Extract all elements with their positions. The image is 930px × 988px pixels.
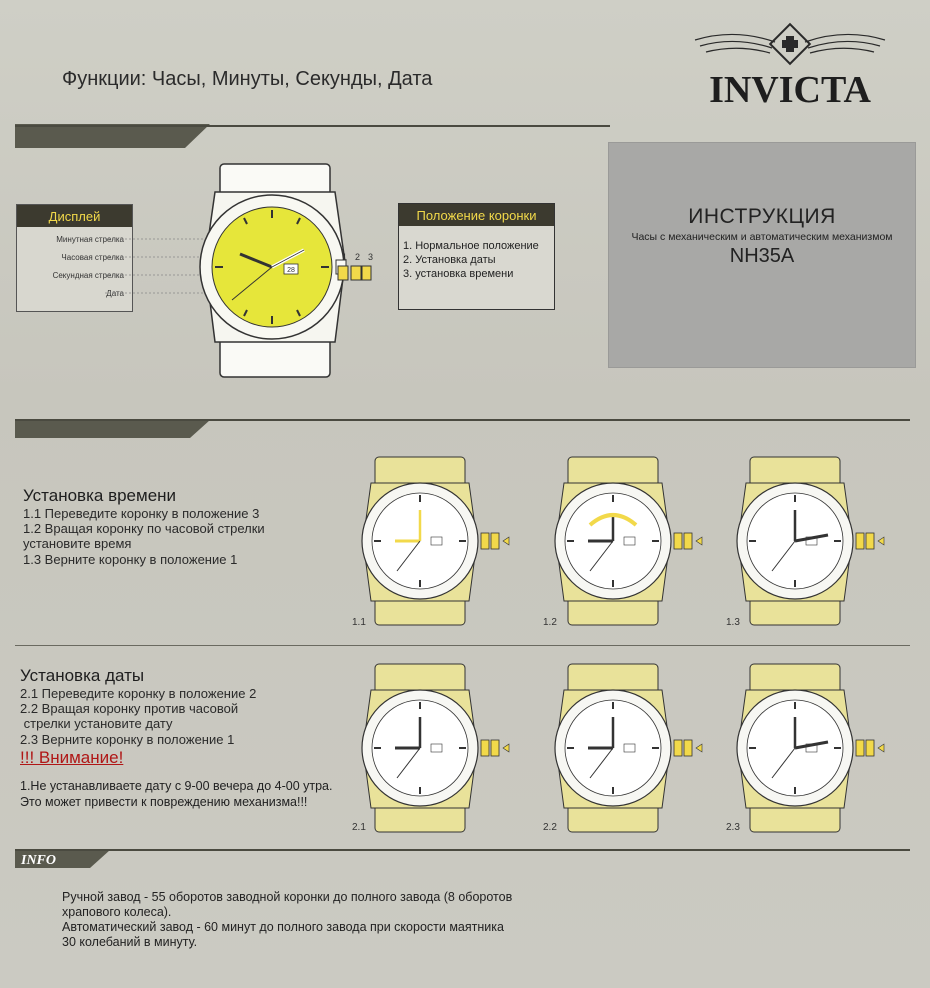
step-watch-diagram: [720, 455, 890, 627]
label-minute-hand: Минутная стрелка: [56, 235, 124, 244]
date-step: 2.1 Переведите коронку в положение 2: [20, 686, 257, 701]
step-watch-diagram: [538, 662, 708, 834]
figure-label: 2.2: [543, 822, 557, 833]
svg-text:INVICTA: INVICTA: [709, 69, 871, 111]
date-step: 2.2 Вращая коронку против часовой: [20, 701, 239, 716]
label-second-hand: Секундная стрелка: [52, 271, 124, 280]
crown-item-1: 1. Нормальное положение: [403, 240, 539, 252]
date-window: 28: [287, 267, 295, 274]
date-step: 2.3 Верните коронку в положение 1: [20, 732, 235, 747]
display-panel-title: Дисплей: [17, 205, 132, 227]
warning-label: !!! Внимание!: [20, 748, 124, 767]
date-setting-heading: Установка даты: [20, 666, 145, 685]
crown-position-panel: [398, 203, 555, 310]
model-number: NH35A: [729, 245, 795, 267]
time-setting-heading: Установка времени: [23, 486, 177, 505]
crown-item-2: 2. Установка даты: [403, 254, 496, 266]
svg-text:3: 3: [368, 252, 374, 262]
time-step: 1.2 Вращая коронку по часовой стрелки: [23, 521, 265, 536]
svg-text:1: 1: [342, 252, 348, 262]
figure-label: 2.3: [726, 822, 740, 833]
section-divider: [15, 418, 910, 440]
crown-item-3: 3. установка времени: [403, 268, 514, 280]
divider: [15, 645, 910, 646]
figure-label: 1.1: [352, 617, 366, 628]
instruction-heading: ИНСТРУКЦИЯ: [688, 205, 836, 228]
time-step: 1.3 Верните коронку в положение 1: [23, 552, 238, 567]
figure-label: 2.1: [352, 822, 366, 833]
label-hour-hand: Часовая стрелка: [61, 253, 124, 262]
invicta-logo: [690, 22, 890, 112]
info-bar: [15, 848, 910, 870]
step-watch-diagram: [345, 455, 515, 627]
page-title: Функции: Часы, Минуты, Секунды, Дата: [62, 68, 433, 90]
crown-panel-title: Положение коронки: [399, 204, 554, 226]
time-step: 1.1 Переведите коронку в положение 3: [23, 506, 260, 521]
step-watch-diagram: [345, 662, 515, 834]
crown-positions: [322, 250, 372, 284]
section-divider: [15, 124, 610, 152]
figure-label: 1.2: [543, 617, 557, 628]
label-date: Дата: [106, 289, 124, 298]
step-watch-diagram: [720, 662, 890, 834]
warning-note: 1.Не устанавливаете дату с 9-00 вечера до 4-00 утра.: [20, 779, 333, 793]
info-line: храпового колеса).: [62, 905, 172, 919]
svg-text:2: 2: [355, 252, 361, 262]
info-line: 30 колебаний в минуту.: [62, 935, 198, 949]
time-step: установите время: [23, 536, 132, 551]
svg-text:INFO: INFO: [21, 853, 57, 868]
date-step: стрелки установите дату: [20, 716, 173, 731]
figure-label: 1.3: [726, 617, 740, 628]
instruction-box: [608, 142, 916, 368]
info-line: Автоматический завод - 60 минут до полного завода при скорости маятника: [62, 920, 504, 934]
instruction-subtitle: Часы с механическим и автоматическим механизмом: [631, 231, 893, 243]
step-watch-diagram: [538, 455, 708, 627]
info-line: Ручной завод - 55 оборотов заводной коронки до полного завода (8 оборотов: [62, 890, 513, 904]
warning-note: Это может привести к повреждению механизма!!!: [20, 795, 308, 809]
